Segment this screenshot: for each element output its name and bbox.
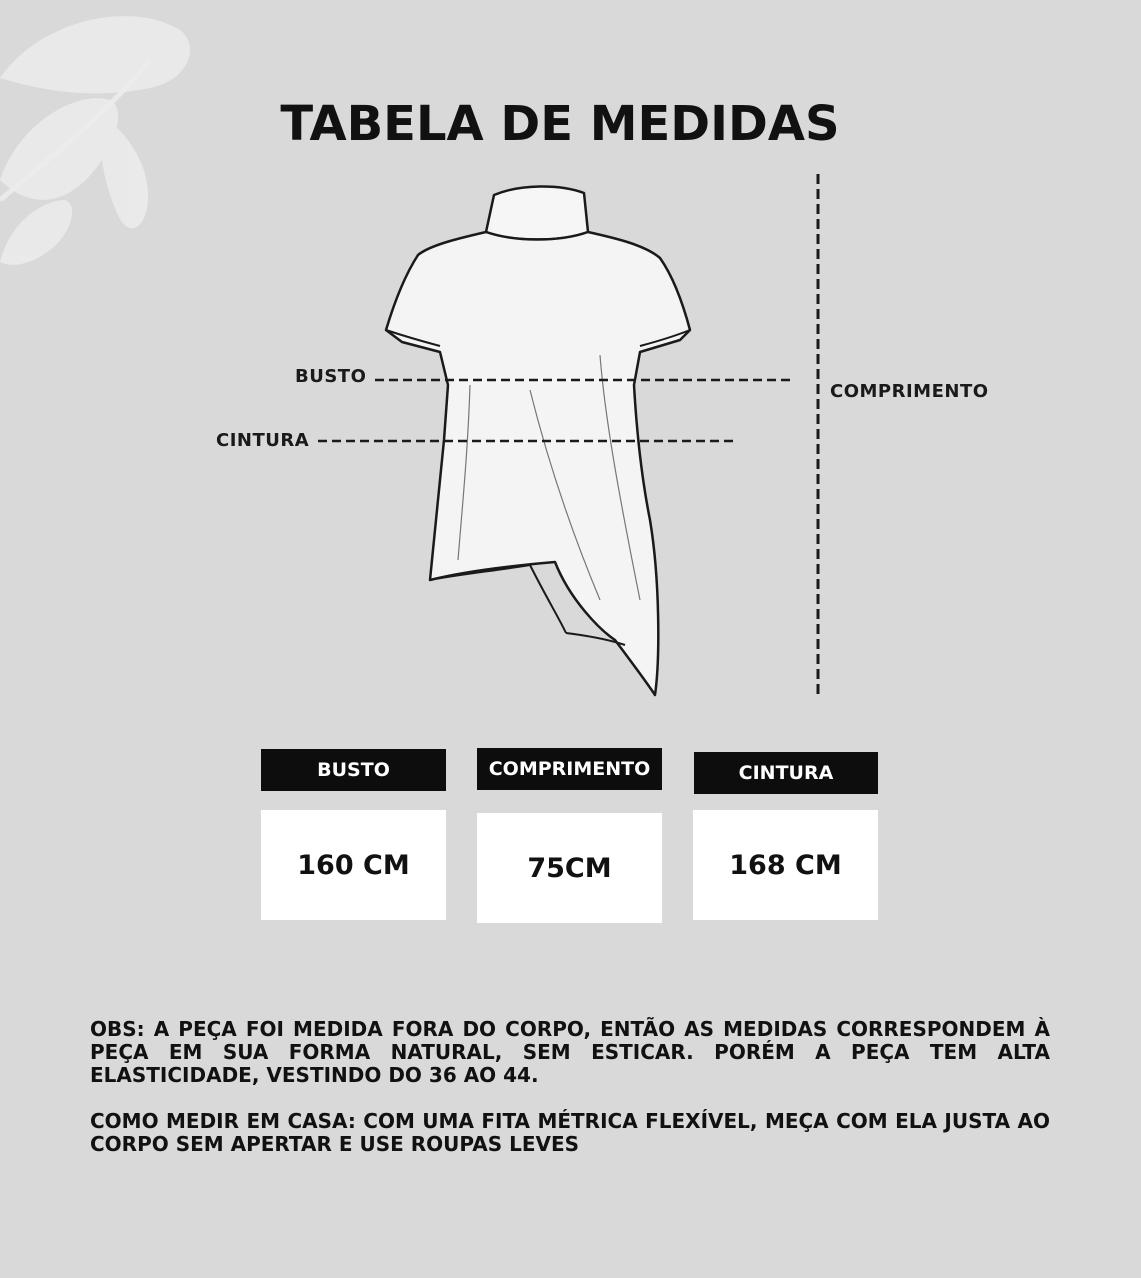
bust-header: BUSTO <box>261 749 446 791</box>
length-value: 75CM <box>477 813 662 923</box>
page-title: TABELA DE MEDIDAS <box>280 96 840 152</box>
length-header: COMPRIMENTO <box>477 748 662 790</box>
waist-label: CINTURA <box>216 430 310 451</box>
waist-header: CINTURA <box>694 752 878 794</box>
waist-value: 168 CM <box>693 810 878 920</box>
length-label: COMPRIMENTO <box>830 381 989 402</box>
how-to-measure-note: COMO MEDIR EM CASA: COM UMA FITA MÉTRICA FLEXÍVEL, MEÇA COM ELA JUSTA AO CORPO SEM APERTAR E USE ROUPAS LEVES <box>90 1109 1050 1156</box>
bust-label: BUSTO <box>295 366 367 387</box>
observation-note: OBS: A PEÇA FOI MEDIDA FORA DO CORPO, ENTÃO AS MEDIDAS CORRESPONDEM À PEÇA EM SUA FORMA NATURAL, SEM ESTICAR. PORÉM A PEÇA TEM ALTA ELASTICIDADE, VESTINDO DO 36 AO 44. <box>90 1017 1050 1087</box>
bust-value: 160 CM <box>261 810 446 920</box>
